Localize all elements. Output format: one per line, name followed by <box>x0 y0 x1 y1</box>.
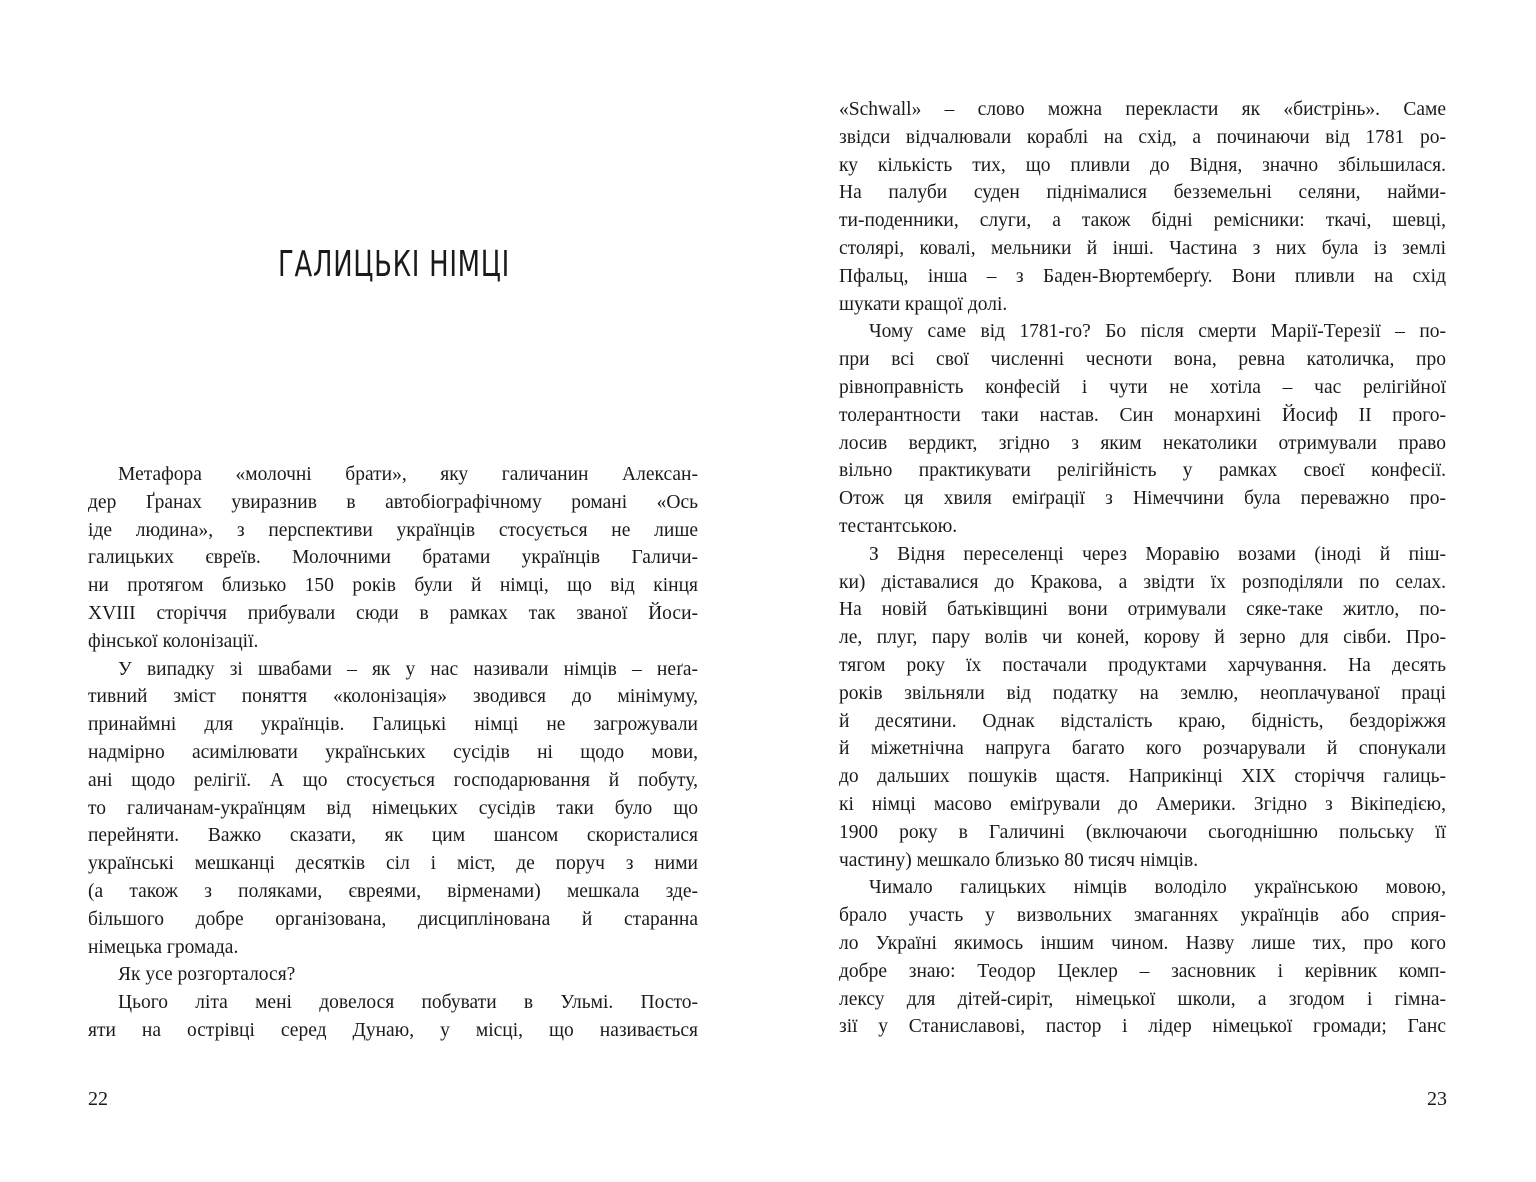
text-line: яти на острівці серед Дунаю, у місці, що називається <box>88 1019 698 1041</box>
text-line: ни протягом близько 150 років були й німці, що від кінця <box>88 575 698 597</box>
text-line: добре знаю: Теодор Цеклер – засновник і керівник комп- <box>839 960 1446 982</box>
text-line: частину) мешкало близько 80 тисяч німців. <box>839 849 1199 871</box>
page-number: 23 <box>1427 1088 1447 1110</box>
text-line: тивний зміст поняття «колонізація» зводився до мінімуму, <box>88 686 698 708</box>
text-line: тестантською. <box>839 515 958 537</box>
text-line: ки) діставалися до Кракова, а звідти їх розподіляли по селах. <box>839 571 1446 593</box>
text-line: На новій батьківщині вони отримували сяке-таке житло, по- <box>839 599 1446 621</box>
text-line: до дальших пошуків щастя. Наприкінці XIX сторіччя галиць- <box>839 766 1446 788</box>
text-line: столярі, ковалі, мельники й інші. Частина з них була із землі <box>839 237 1446 259</box>
text-line: більшого добре організована, дисциплінована й старанна <box>88 908 698 930</box>
text-line: років звільняли від податку на землю, неоплачуваної праці <box>839 682 1446 704</box>
text-line: (а також з поляками, євреями, вірменами) мешкала зде- <box>88 880 698 902</box>
text-line: шукати кращої долі. <box>839 293 1008 315</box>
chapter-title: ГАЛИЦЬКІ НІМЦІ <box>278 244 510 285</box>
text-line: галицьких євреїв. Молочними братами українців Галичи- <box>88 547 698 569</box>
text-line: зії у Станиславові, пастор і лідер німецької громади; Ганс <box>839 1016 1446 1038</box>
text-line: У випадку зі швабами – як у нас називали німців – неґа- <box>118 658 698 680</box>
text-line: 1900 року в Галичині (включаючи сьогоднішню польську її <box>839 821 1446 843</box>
right-page-text <box>839 96 1446 1041</box>
text-line: фінської колонізації. <box>88 630 259 652</box>
text-line: принаймні для українців. Галицькі німці не загрожували <box>88 714 698 736</box>
text-line: при всі свої численні чесноти вона, ревна католичка, про <box>839 349 1446 371</box>
text-line: кі німці масово еміґрували до Америки. Згідно з Вікіпедією, <box>839 793 1446 815</box>
left-page-text <box>88 461 698 1045</box>
text-line: Як усе розгорталося? <box>118 964 296 986</box>
text-line: «Schwall» – слово можна перекласти як «бистрінь». Саме <box>839 99 1446 120</box>
text-line: тягом року їх постачали продуктами харчування. На десять <box>839 654 1446 676</box>
text-line: дер Ґранах увиразнив в автобіографічному романі «Ось <box>88 491 698 513</box>
text-line: ло Україні якимось іншим чином. Назву лише тих, про кого <box>839 932 1446 954</box>
text-line: ку кількість тих, що пливли до Відня, значно збільшилася. <box>839 154 1446 176</box>
text-line: й десятини. Однак відсталість краю, бідність, бездоріжжя <box>839 710 1446 732</box>
text-line: надмірно асимілювати українських сусідів ні щодо мови, <box>88 741 698 763</box>
text-line: лексу для дітей-сиріт, німецької школи, а згодом і гімна- <box>839 988 1446 1010</box>
text-line: Цього літа мені довелося побувати в Ульмі. Посто- <box>118 992 698 1014</box>
right-page <box>768 0 1536 1182</box>
text-line: рівноправність конфесій і чути не хотіла – час релігійної <box>839 376 1446 398</box>
text-line: ти-поденники, слуги, а також бідні ремісники: ткачі, шевці, <box>839 210 1446 232</box>
text-line: звідси відчалювали кораблі на схід, а починаючи від 1781 ро- <box>839 126 1446 148</box>
text-line: Чимало галицьких німців володіло українською мовою, <box>869 877 1446 899</box>
text-line: XVIII сторіччя прибували сюди в рамках так званої Йоси- <box>88 602 698 624</box>
text-line: Чому саме від 1781-го? Бо після смерти Марії-Терезії – по- <box>869 321 1446 343</box>
text-line: толерантности таки настав. Син монархині Йосиф II прого- <box>839 404 1446 426</box>
text-line: лосив вердикт, згідно з яким некатолики отримували право <box>839 432 1446 454</box>
text-line: З Відня переселенці через Моравію возами (іноді й піш- <box>869 543 1446 565</box>
text-line: німецька громада. <box>88 936 239 958</box>
page-number: 22 <box>88 1088 108 1110</box>
text-line: ані щодо релігії. А що стосується господарювання й побуту, <box>88 769 698 791</box>
text-line: іде людина», з перспективи українців стосується не лише <box>88 519 698 541</box>
text-line: то галичанам-українцям від німецьких сусідів таки було що <box>88 797 698 819</box>
text-line: Пфальц, інша – з Баден-Вюртемберґу. Вони пливли на схід <box>839 265 1446 287</box>
text-line: На палуби суден піднімалися безземельні селяни, найми- <box>839 182 1446 204</box>
text-line: українські мешканці десятків сіл і міст, де поруч з ними <box>88 853 698 875</box>
text-line: ле, плуг, пару волів чи коней, корову й зерно для сівби. Про- <box>839 627 1446 649</box>
text-line: перейняти. Важко сказати, як цим шансом скористалися <box>88 825 698 847</box>
text-line: вільно практикувати релігійність у рамках своєї конфесії. <box>839 460 1446 482</box>
text-line: Отож ця хвиля еміґрації з Німеччини була переважно про- <box>839 488 1446 510</box>
text-line: й міжетнічна напруга багато кого розчарували й спонукали <box>839 738 1446 760</box>
text-line: Метафора «молочні брати», яку галичанин Алексан- <box>118 464 698 485</box>
text-line: брало участь у визвольних змаганнях українців або сприя- <box>839 905 1446 927</box>
